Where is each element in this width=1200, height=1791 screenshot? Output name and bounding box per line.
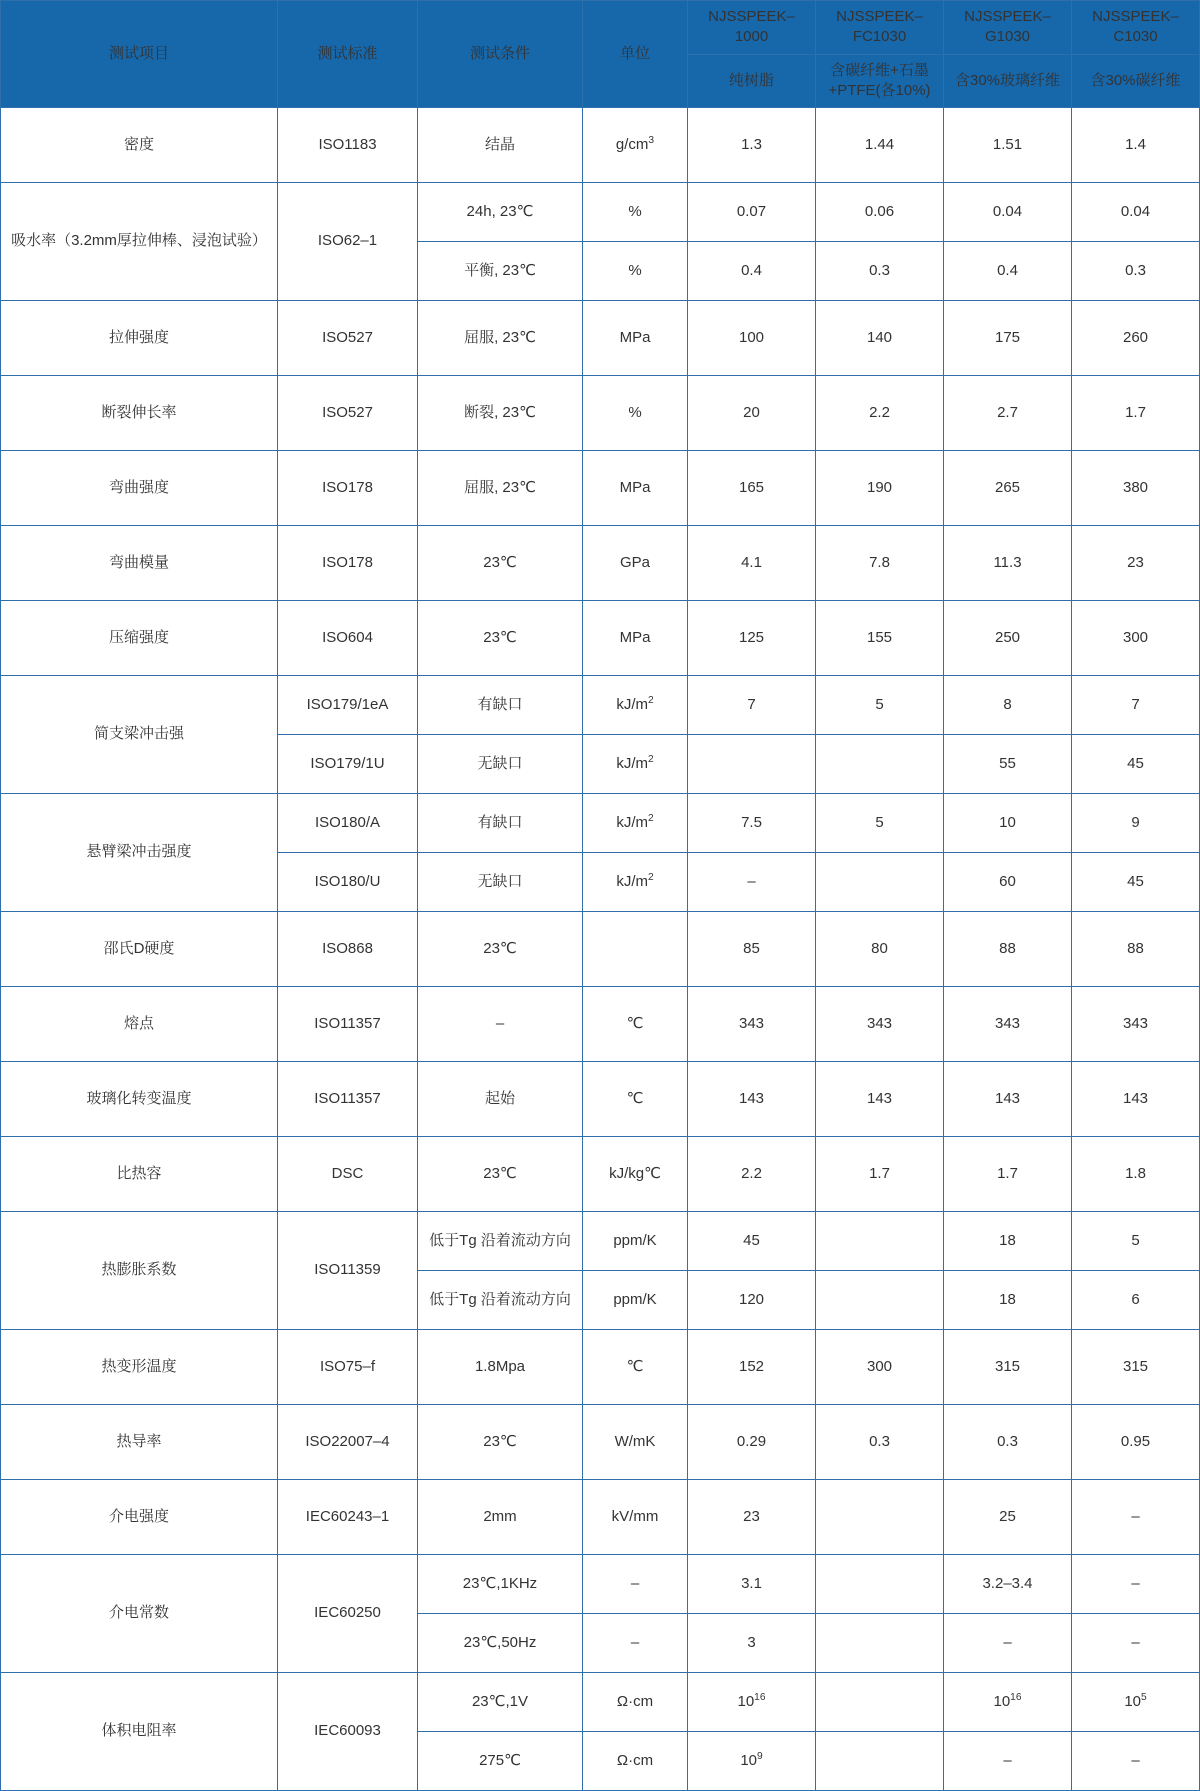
row-value	[816, 1480, 944, 1555]
row-value: 2.7	[944, 376, 1072, 451]
header-product-1-desc: 纯树脂	[688, 54, 816, 108]
header-product-1	[688, 1, 816, 55]
header-product-2-desc	[816, 54, 944, 108]
row-value: $10^9$	[688, 1732, 816, 1791]
row-value: 120	[688, 1271, 816, 1330]
header-product-4	[1072, 1, 1200, 55]
table-row	[1, 451, 1200, 526]
product-2-name-line1: NJSSPEEK–	[836, 8, 923, 25]
row-value: 3.1	[688, 1555, 816, 1614]
row-item-label: 断裂伸长率	[1, 376, 278, 451]
row-standard: ISO604	[278, 601, 418, 676]
table-row	[1, 1062, 1200, 1137]
row-unit: GPa	[583, 526, 688, 601]
row-unit: %	[583, 242, 688, 301]
row-condition: 断裂, 23℃	[418, 376, 583, 451]
row-condition: 2mm	[418, 1480, 583, 1555]
row-standard: ISO180/A	[278, 794, 418, 853]
row-condition: 23℃,1KHz	[418, 1555, 583, 1614]
row-value	[816, 853, 944, 912]
row-value: 300	[1072, 601, 1200, 676]
row-value: 18	[944, 1271, 1072, 1330]
row-value: 165	[688, 451, 816, 526]
header-product-2	[816, 1, 944, 55]
row-value	[688, 735, 816, 794]
row-value: 5	[816, 676, 944, 735]
row-unit: Ω·cm	[583, 1673, 688, 1732]
row-condition: 275℃	[418, 1732, 583, 1791]
row-item-label: 弯曲强度	[1, 451, 278, 526]
row-value: 11.3	[944, 526, 1072, 601]
row-item-label: 热导率	[1, 1405, 278, 1480]
row-value: –	[1072, 1614, 1200, 1673]
row-value	[816, 1732, 944, 1791]
row-condition: 23℃,50Hz	[418, 1614, 583, 1673]
row-standard: ISO178	[278, 451, 418, 526]
row-value: 0.3	[944, 1405, 1072, 1480]
row-value: 25	[944, 1480, 1072, 1555]
row-standard: ISO11357	[278, 1062, 418, 1137]
header-product-3-desc: 含30%玻璃纤维	[944, 54, 1072, 108]
row-value	[816, 1673, 944, 1732]
row-value	[816, 735, 944, 794]
row-value: 5	[1072, 1212, 1200, 1271]
row-value: 0.04	[1072, 183, 1200, 242]
row-unit: kV/mm	[583, 1480, 688, 1555]
row-item-label: 弯曲模量	[1, 526, 278, 601]
row-value: 140	[816, 301, 944, 376]
row-item-label: 体积电阻率	[1, 1673, 278, 1791]
row-condition: 低于Tg 沿着流动方向	[418, 1271, 583, 1330]
row-value: 343	[816, 987, 944, 1062]
row-unit: $kJ/m^2$	[583, 853, 688, 912]
row-condition: –	[418, 987, 583, 1062]
table-row	[1, 987, 1200, 1062]
header-product-3	[944, 1, 1072, 55]
row-unit: $kJ/m^2$	[583, 735, 688, 794]
row-value: 1.8	[1072, 1137, 1200, 1212]
row-unit: MPa	[583, 601, 688, 676]
row-value	[816, 1614, 944, 1673]
row-standard: ISO1183	[278, 108, 418, 183]
row-value: –	[944, 1614, 1072, 1673]
row-value: –	[1072, 1480, 1200, 1555]
product-1-name-line2: 1000	[734, 28, 769, 46]
row-standard: IEC60093	[278, 1673, 418, 1791]
row-condition: 屈服, 23℃	[418, 301, 583, 376]
row-condition: 低于Tg 沿着流动方向	[418, 1212, 583, 1271]
header-product-4-desc: 含30%碳纤维	[1072, 54, 1200, 108]
table-row	[1, 526, 1200, 601]
row-standard: IEC60250	[278, 1555, 418, 1673]
table-row	[1, 108, 1200, 183]
row-item-label: 介电强度	[1, 1480, 278, 1555]
row-condition: 1.8Mpa	[418, 1330, 583, 1405]
row-value: 3.2–3.4	[944, 1555, 1072, 1614]
row-standard: ISO22007–4	[278, 1405, 418, 1480]
row-value: 0.04	[944, 183, 1072, 242]
row-value	[816, 1271, 944, 1330]
row-value: $10^{16}$	[944, 1673, 1072, 1732]
row-item-label: 吸水率（3.2mm厚拉伸棒、浸泡试验）	[1, 183, 278, 301]
table-header	[1, 1, 1200, 108]
row-value: 6	[1072, 1271, 1200, 1330]
row-value: 0.3	[1072, 242, 1200, 301]
row-value: 143	[816, 1062, 944, 1137]
row-value: 18	[944, 1212, 1072, 1271]
row-item-label: 密度	[1, 108, 278, 183]
header-standard: 测试标准	[278, 1, 418, 108]
row-unit: $kJ/m^2$	[583, 676, 688, 735]
row-standard: ISO62–1	[278, 183, 418, 301]
table-row	[1, 912, 1200, 987]
row-value: 85	[688, 912, 816, 987]
row-standard: ISO180/U	[278, 853, 418, 912]
row-condition: 23℃	[418, 601, 583, 676]
row-standard: ISO178	[278, 526, 418, 601]
table-row	[1, 1330, 1200, 1405]
row-value: 0.3	[816, 1405, 944, 1480]
row-value: 0.4	[688, 242, 816, 301]
product-1-name-line1: NJSSPEEK–	[708, 8, 795, 25]
row-value	[816, 1212, 944, 1271]
row-value: 0.29	[688, 1405, 816, 1480]
table-row	[1, 601, 1200, 676]
row-unit: $kJ/m^2$	[583, 794, 688, 853]
row-item-label: 简支梁冲击强	[1, 676, 278, 794]
row-item-label: 邵氏D硬度	[1, 912, 278, 987]
row-item-label: 热膨胀系数	[1, 1212, 278, 1330]
row-condition: 23℃,1V	[418, 1673, 583, 1732]
row-value: 315	[1072, 1330, 1200, 1405]
row-value: 55	[944, 735, 1072, 794]
row-unit: %	[583, 376, 688, 451]
row-value: 7	[688, 676, 816, 735]
row-value: 1.51	[944, 108, 1072, 183]
row-value: 0.07	[688, 183, 816, 242]
row-value: 0.95	[1072, 1405, 1200, 1480]
row-standard: IEC60243–1	[278, 1480, 418, 1555]
row-value: $10^5$	[1072, 1673, 1200, 1732]
row-value: 155	[816, 601, 944, 676]
product-2-name-line2: FC1030	[852, 28, 907, 46]
row-unit: ppm/K	[583, 1271, 688, 1330]
row-item-label: 玻璃化转变温度	[1, 1062, 278, 1137]
row-value: $10^{16}$	[688, 1673, 816, 1732]
row-standard: ISO179/1U	[278, 735, 418, 794]
row-item-label: 介电常数	[1, 1555, 278, 1673]
row-value: 1.7	[1072, 376, 1200, 451]
table-row	[1, 376, 1200, 451]
row-condition: 有缺口	[418, 676, 583, 735]
table-row	[1, 1480, 1200, 1555]
row-unit: ℃	[583, 1330, 688, 1405]
row-value: 1.3	[688, 108, 816, 183]
row-value: 343	[944, 987, 1072, 1062]
row-value: 20	[688, 376, 816, 451]
table-body	[1, 108, 1200, 1791]
row-unit: ℃	[583, 987, 688, 1062]
row-value: 23	[1072, 526, 1200, 601]
row-value: 3	[688, 1614, 816, 1673]
product-4-name-line1: NJSSPEEK–	[1092, 8, 1179, 25]
row-unit: %	[583, 183, 688, 242]
row-value: 152	[688, 1330, 816, 1405]
row-condition: 23℃	[418, 912, 583, 987]
row-value: 125	[688, 601, 816, 676]
row-value: 45	[1072, 735, 1200, 794]
row-value: 10	[944, 794, 1072, 853]
table-row	[1, 1137, 1200, 1212]
row-item-label: 悬臂梁冲击强度	[1, 794, 278, 912]
row-value: 2.2	[816, 376, 944, 451]
row-item-label: 比热容	[1, 1137, 278, 1212]
table-row	[1, 183, 1200, 242]
row-value: 88	[1072, 912, 1200, 987]
row-standard: ISO75–f	[278, 1330, 418, 1405]
row-condition: 有缺口	[418, 794, 583, 853]
row-value: 343	[688, 987, 816, 1062]
row-value: 0.06	[816, 183, 944, 242]
row-value: 175	[944, 301, 1072, 376]
row-item-label: 拉伸强度	[1, 301, 278, 376]
product-3-name-line1: NJSSPEEK–	[964, 8, 1051, 25]
row-value: 60	[944, 853, 1072, 912]
row-unit: kJ/kg℃	[583, 1137, 688, 1212]
row-value: 343	[1072, 987, 1200, 1062]
row-condition: 结晶	[418, 108, 583, 183]
row-value: 1.44	[816, 108, 944, 183]
row-unit: MPa	[583, 301, 688, 376]
product-2-desc-line1: 含碳纤维+石墨	[830, 61, 929, 79]
row-value: 7.8	[816, 526, 944, 601]
table-row	[1, 794, 1200, 853]
row-standard: ISO527	[278, 376, 418, 451]
product-3-name-line2: G1030	[984, 28, 1031, 46]
row-value: 7	[1072, 676, 1200, 735]
row-value: 45	[1072, 853, 1200, 912]
row-value: 88	[944, 912, 1072, 987]
row-standard: ISO868	[278, 912, 418, 987]
row-unit: $g/cm^3$	[583, 108, 688, 183]
row-value: 1.7	[944, 1137, 1072, 1212]
row-value: –	[944, 1732, 1072, 1791]
row-value: 45	[688, 1212, 816, 1271]
row-condition: 无缺口	[418, 853, 583, 912]
row-unit: ℃	[583, 1062, 688, 1137]
table-row	[1, 676, 1200, 735]
table-row	[1, 301, 1200, 376]
row-value	[816, 1555, 944, 1614]
row-condition: 24h, 23℃	[418, 183, 583, 242]
row-value: 5	[816, 794, 944, 853]
row-condition: 23℃	[418, 1137, 583, 1212]
row-value: 2.2	[688, 1137, 816, 1212]
product-4-name-line2: C1030	[1113, 28, 1158, 46]
row-item-label: 压缩强度	[1, 601, 278, 676]
row-value: –	[1072, 1732, 1200, 1791]
row-unit: W/mK	[583, 1405, 688, 1480]
row-unit: –	[583, 1614, 688, 1673]
row-value: 315	[944, 1330, 1072, 1405]
row-value: 9	[1072, 794, 1200, 853]
row-value: 80	[816, 912, 944, 987]
row-value: 7.5	[688, 794, 816, 853]
header-item: 测试项目	[1, 1, 278, 108]
row-unit: Ω·cm	[583, 1732, 688, 1791]
row-item-label: 热变形温度	[1, 1330, 278, 1405]
row-standard: ISO527	[278, 301, 418, 376]
row-unit: MPa	[583, 451, 688, 526]
row-standard: ISO11359	[278, 1212, 418, 1330]
row-value: 265	[944, 451, 1072, 526]
row-value: 190	[816, 451, 944, 526]
row-value: 250	[944, 601, 1072, 676]
row-standard: ISO179/1eA	[278, 676, 418, 735]
row-value: 0.4	[944, 242, 1072, 301]
table-row	[1, 1405, 1200, 1480]
row-value: 23	[688, 1480, 816, 1555]
row-item-label: 熔点	[1, 987, 278, 1062]
row-value: 100	[688, 301, 816, 376]
row-value: 1.7	[816, 1137, 944, 1212]
row-value: 143	[944, 1062, 1072, 1137]
row-condition: 23℃	[418, 526, 583, 601]
row-unit: ppm/K	[583, 1212, 688, 1271]
row-value: –	[1072, 1555, 1200, 1614]
row-condition: 无缺口	[418, 735, 583, 794]
row-condition: 平衡, 23℃	[418, 242, 583, 301]
row-value: 260	[1072, 301, 1200, 376]
row-value: 143	[688, 1062, 816, 1137]
row-standard: DSC	[278, 1137, 418, 1212]
row-value: –	[688, 853, 816, 912]
product-2-desc-line2: +PTFE(各10%)	[828, 81, 931, 99]
row-condition: 屈服, 23℃	[418, 451, 583, 526]
row-value: 300	[816, 1330, 944, 1405]
row-value: 1.4	[1072, 108, 1200, 183]
row-value: 0.3	[816, 242, 944, 301]
row-unit	[583, 912, 688, 987]
header-unit: 单位	[583, 1, 688, 108]
row-standard: ISO11357	[278, 987, 418, 1062]
row-condition: 起始	[418, 1062, 583, 1137]
row-value: 8	[944, 676, 1072, 735]
table-row	[1, 1212, 1200, 1271]
table-row	[1, 1673, 1200, 1732]
row-condition: 23℃	[418, 1405, 583, 1480]
row-value: 143	[1072, 1062, 1200, 1137]
row-value: 4.1	[688, 526, 816, 601]
row-value: 380	[1072, 451, 1200, 526]
header-condition: 测试条件	[418, 1, 583, 108]
row-unit: –	[583, 1555, 688, 1614]
table-row	[1, 1555, 1200, 1614]
